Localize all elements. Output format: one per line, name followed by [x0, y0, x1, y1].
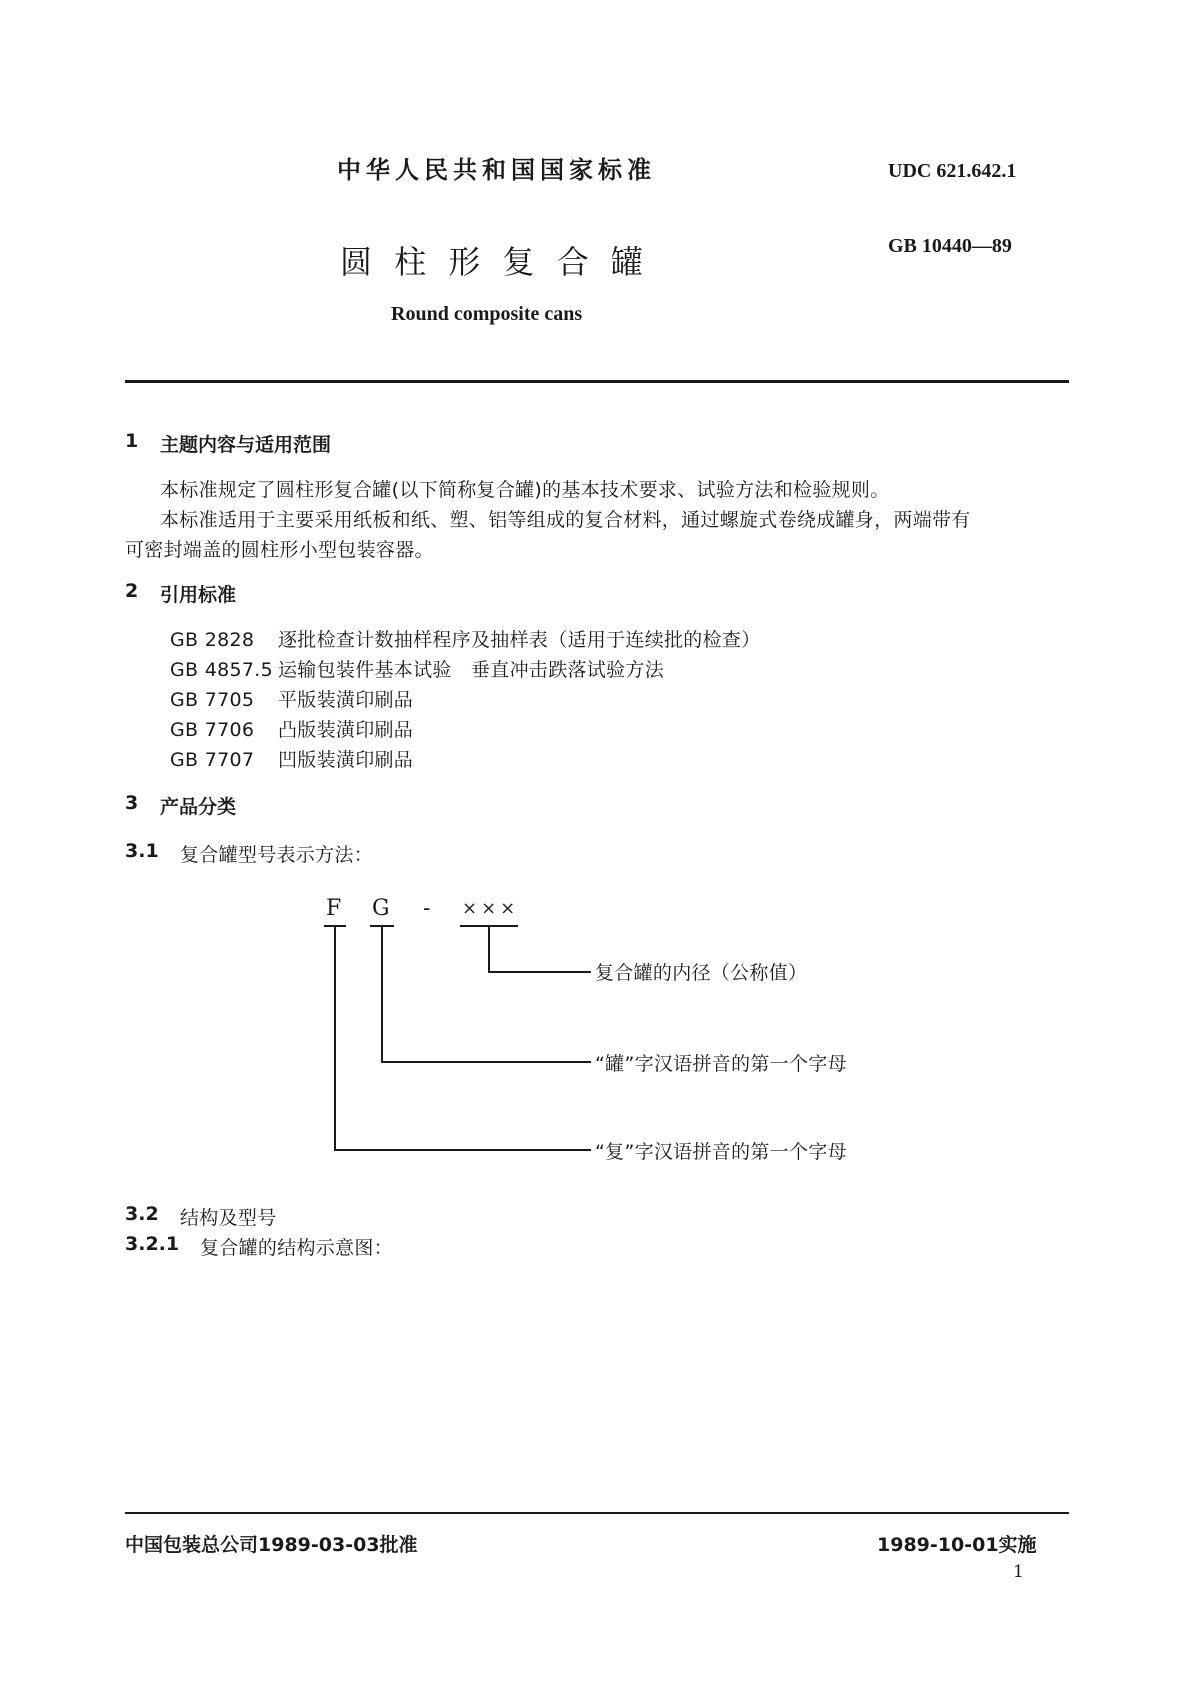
reference-title: 逐批检查计数抽样程序及抽样表（适用于连续批的检查） — [278, 629, 761, 651]
footer-divider — [125, 1512, 1069, 1514]
header-divider — [125, 380, 1069, 383]
diagram-label-f: “复”字汉语拼音的第一个字母 — [595, 1141, 847, 1163]
page-number: 1 — [1013, 1562, 1024, 1582]
standard-number: GB 10440—89 — [888, 235, 1012, 257]
diagram-connector-g-horizontal — [381, 1061, 591, 1063]
reference-code: GB 7706 — [170, 719, 255, 741]
section-3-1-text: 复合罐型号表示方法： — [180, 844, 374, 866]
diagram-connector-f-vertical — [334, 927, 336, 1151]
reference-code: GB 4857.5 — [170, 659, 273, 681]
diagram-diameter-placeholder: ××× — [462, 898, 520, 919]
section-1-paragraph-2-line-1: 本标准适用于主要采用纸板和纸、塑、铝等组成的复合材料，通过螺旋式卷绕成罐身，两端带有 — [160, 509, 971, 531]
reference-standard-item — [170, 715, 413, 742]
reference-standard-item — [170, 745, 413, 772]
section-3-2-1-text: 复合罐的结构示意图： — [200, 1237, 394, 1259]
section-1-paragraph-2-line-2: 可密封端盖的圆柱形小型包装容器。 — [125, 539, 434, 561]
reference-title: 凹版装潢印刷品 — [278, 749, 414, 771]
reference-code: GB 7705 — [170, 689, 255, 711]
diagram-label-g: “罐”字汉语拼音的第一个字母 — [595, 1053, 847, 1075]
reference-standard-item — [170, 625, 761, 652]
section-1-paragraph-1: 本标准规定了圆柱形复合罐(以下简称复合罐)的基本技术要求、试验方法和检验规则。 — [160, 479, 890, 501]
reference-code: GB 7707 — [170, 749, 255, 771]
diagram-dash: - — [423, 896, 431, 921]
section-1-heading: 主题内容与适用范围 — [160, 434, 332, 456]
approval-note: 中国包装总公司1989-03-03批准 — [125, 1534, 418, 1556]
diagram-connector-f-horizontal — [334, 1149, 591, 1151]
issuing-authority-title: 中华人民共和国国家标准 — [337, 156, 656, 184]
section-2-heading: 引用标准 — [160, 584, 237, 606]
document-title-en: Round composite cans — [391, 303, 583, 325]
effective-date: 1989-10-01实施 — [877, 1534, 1037, 1556]
section-1-number: 1 — [125, 430, 139, 452]
diagram-connector-g-vertical — [381, 927, 383, 1063]
diagram-label-diameter: 复合罐的内径（公称值） — [595, 962, 808, 984]
diagram-connector-diameter-horizontal — [488, 971, 591, 973]
section-3-2-text: 结构及型号 — [180, 1207, 277, 1229]
reference-title: 运输包装件基本试验 垂直冲击跌落试验方法 — [278, 659, 665, 681]
udc-code: UDC 621.642.1 — [888, 160, 1017, 182]
diagram-letter-f: F — [326, 896, 342, 921]
section-3-heading: 产品分类 — [160, 796, 237, 818]
reference-standard-item — [170, 685, 413, 712]
document-title-cn: 圆 柱 形 复 合 罐 — [340, 243, 649, 281]
section-3-2-1-number: 3.2.1 — [125, 1233, 180, 1255]
diagram-letter-g: G — [372, 896, 390, 921]
section-3-number: 3 — [125, 792, 139, 814]
reference-title: 凸版装潢印刷品 — [278, 719, 414, 741]
section-2-number: 2 — [125, 580, 139, 602]
reference-title: 平版装潢印刷品 — [278, 689, 414, 711]
section-3-1-number: 3.1 — [125, 840, 159, 862]
reference-standard-item — [170, 655, 664, 682]
section-3-2-number: 3.2 — [125, 1203, 159, 1225]
reference-code: GB 2828 — [170, 629, 255, 651]
diagram-connector-diameter-vertical — [488, 927, 490, 973]
